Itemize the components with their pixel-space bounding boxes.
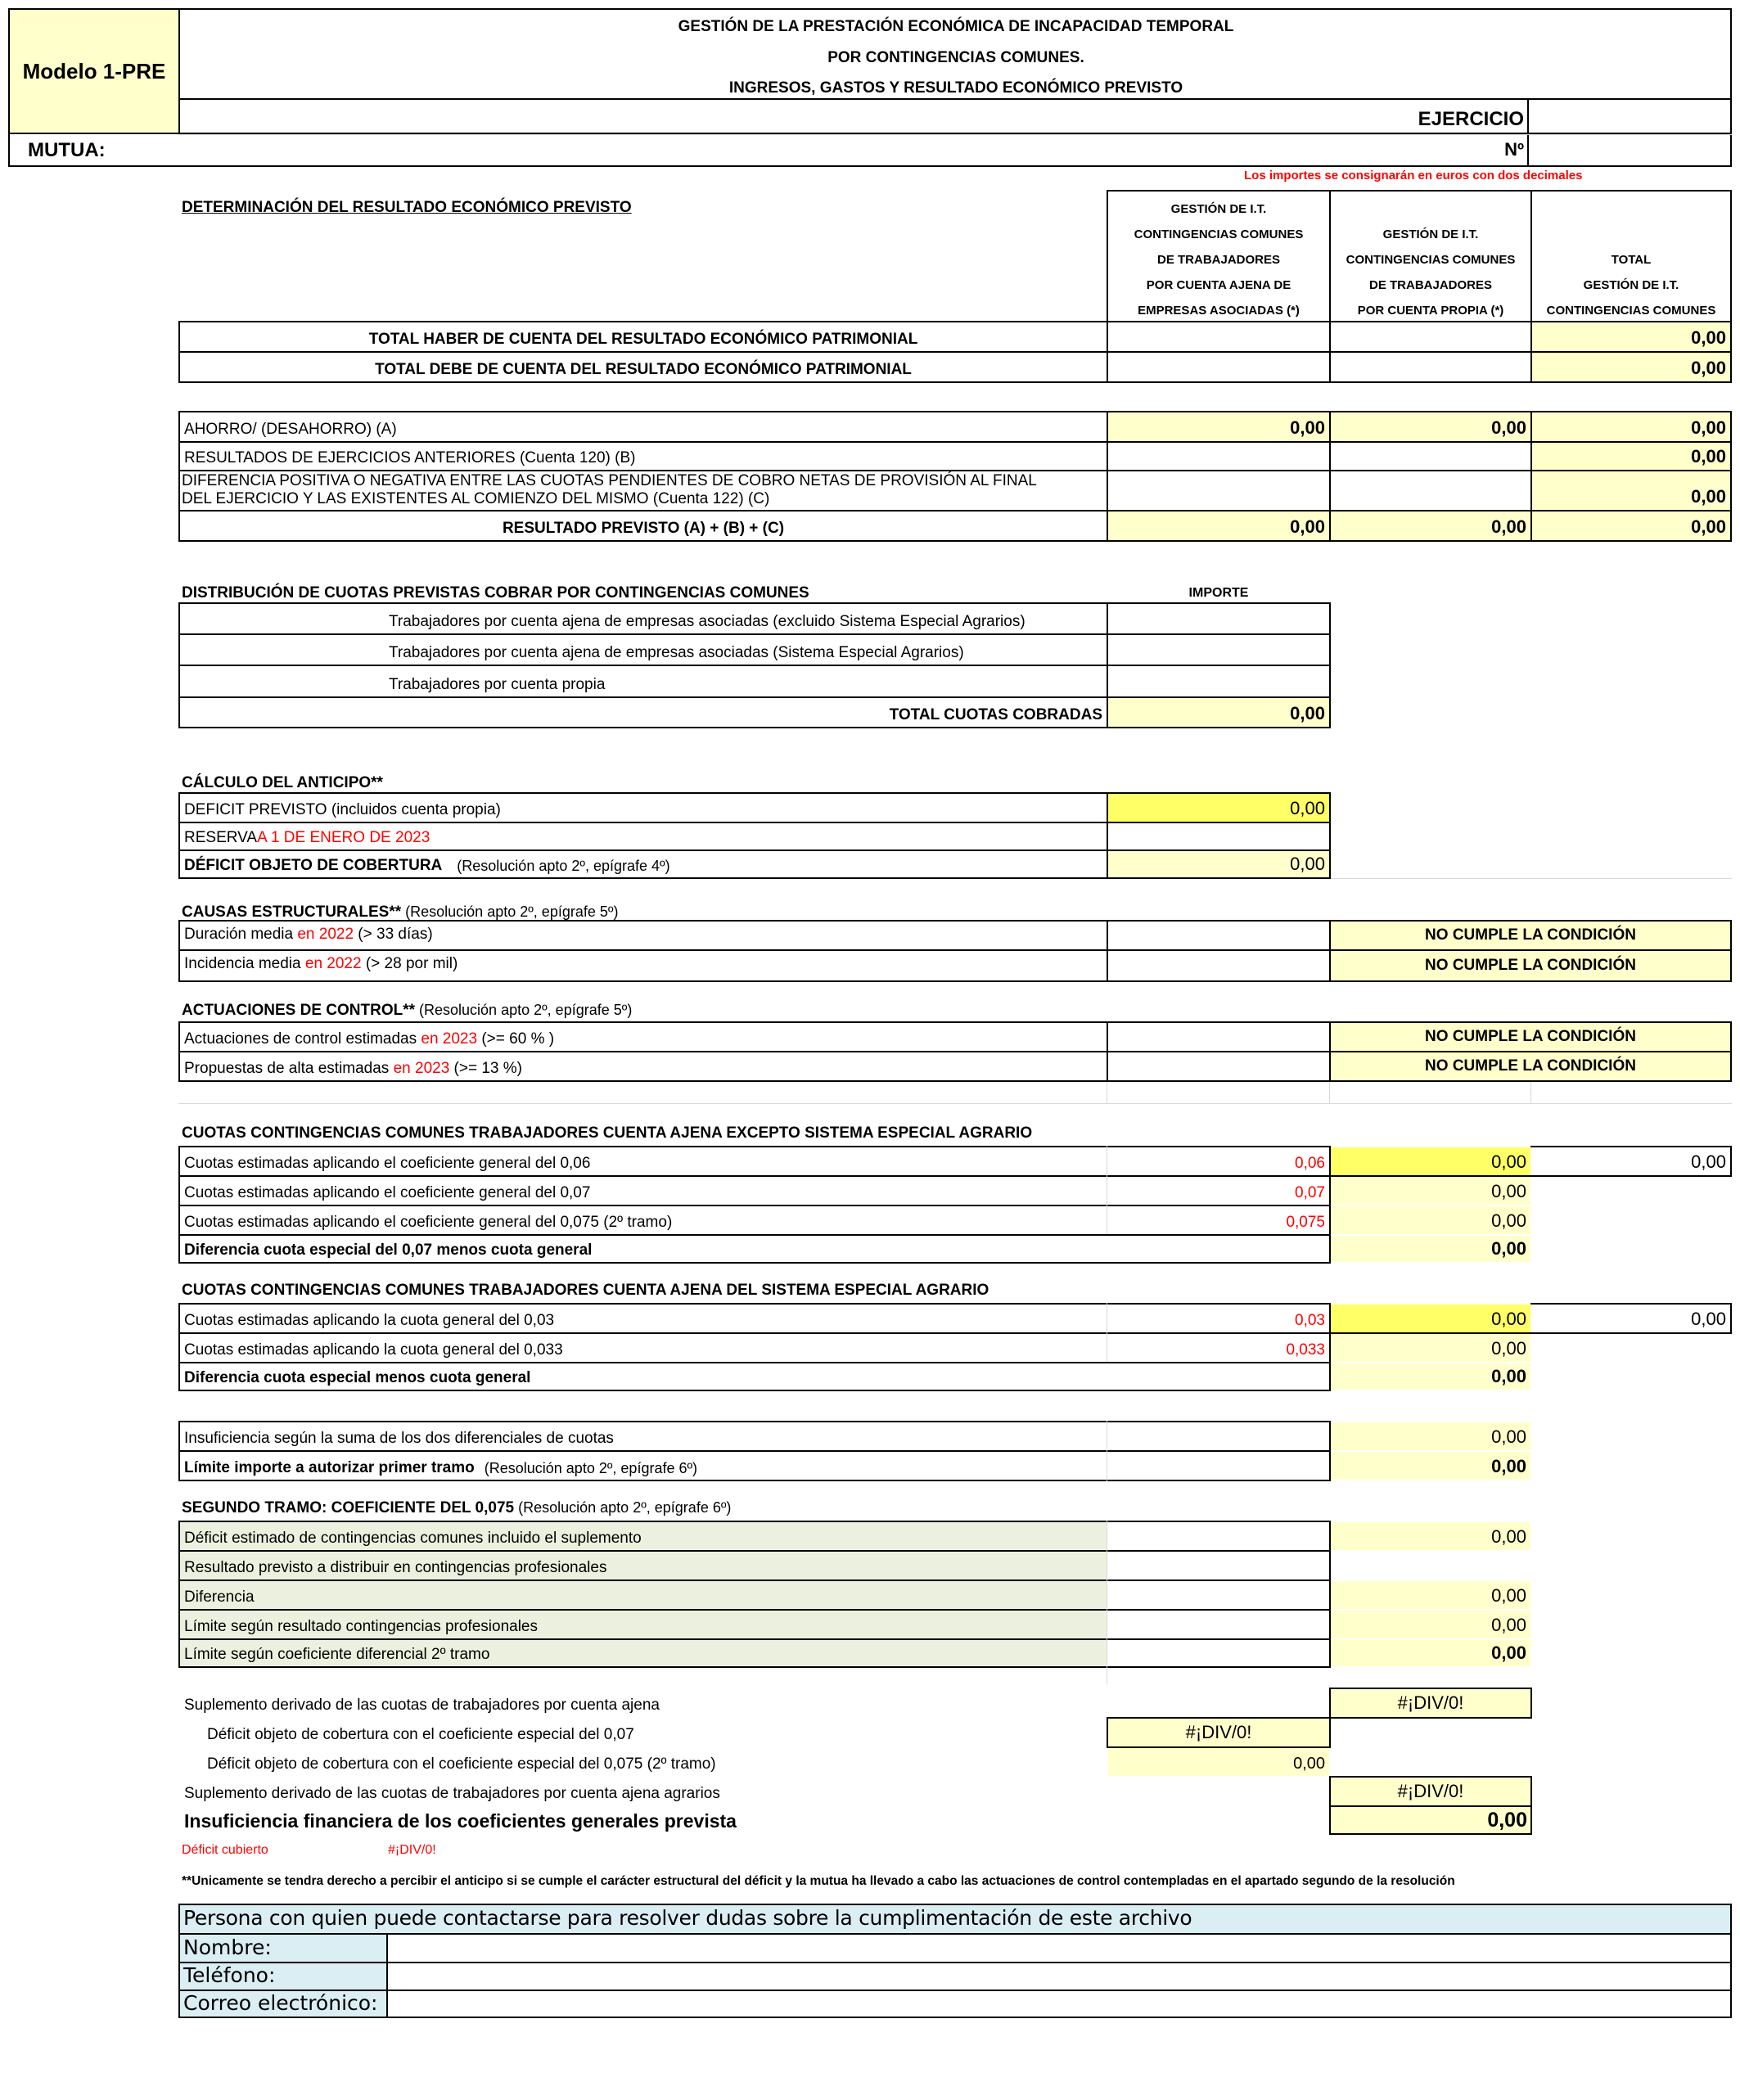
cuota-006-label: Cuotas estimadas aplicando el coeficiente general del 0,06: [184, 1155, 591, 1173]
cuota-0075-label: Cuotas estimadas aplicando el coeficiente general del 0,075 (2º tramo): [184, 1214, 673, 1232]
importe-header: IMPORTE: [1188, 586, 1249, 600]
deficit-value: 0,00: [1108, 794, 1329, 822]
telefono-input[interactable]: [388, 1963, 1730, 1990]
cuota-0033-coef: 0,033: [1286, 1341, 1325, 1359]
objeto-value: 0,00: [1108, 851, 1329, 877]
supl-ajena-value: #¡DIV/0!: [1329, 1688, 1532, 1719]
header-title-2: POR CONTINGENCIAS COMUNES.: [827, 49, 1084, 66]
seg-deficit-value: 0,00: [1331, 1522, 1530, 1550]
seg-resultado-label: Resultado previsto a distribuir en contingencias profesionales: [180, 1552, 1107, 1580]
footnote: **Unicamente se tendra derecho a percibir el anticipo si se cumple el carácter estructural del déficit y la mutua ha llevado a cabo las actuaciones de control contempladas en el apartado segundo de la resolución: [182, 1874, 1455, 1888]
anticipo-title: CÁLCULO DEL ANTICIPO**: [182, 774, 383, 791]
ahorro-propia: 0,00: [1331, 412, 1530, 441]
incidencia-input[interactable]: [1108, 951, 1329, 980]
cuotas2-title: CUOTAS CONTINGENCIAS COMUNES TRABAJADORES CUENTA AJENA DEL SISTEMA ESPECIAL AGRARIO: [182, 1282, 989, 1299]
debe-total: 0,00: [1532, 353, 1730, 381]
header-title-3: INGRESOS, GASTOS Y RESULTADO ECONÓMICO PREVISTO: [728, 79, 1183, 97]
supl-0075-label: Déficit objeto de cobertura con el coeficiente especial del 0,075 (2º tramo): [207, 1755, 716, 1773]
dif-007-value: 0,00: [1331, 1236, 1530, 1262]
actuaciones-input[interactable]: [1108, 1023, 1329, 1051]
seg-limite-coef-label: Límite según coeficiente diferencial 2º tramo: [180, 1640, 1107, 1666]
model-box: [10, 10, 178, 133]
supl-007-value: #¡DIV/0!: [1107, 1717, 1331, 1748]
ejercicio-label: EJERCICIO: [1418, 108, 1524, 130]
seg-deficit-label: Déficit estimado de contingencias comunes incluido el suplemento: [180, 1522, 1107, 1550]
nombre-label: Nombre:: [183, 1936, 272, 1959]
cuota-003-value: 0,00: [1331, 1305, 1530, 1332]
cuota-007-label: Cuotas estimadas aplicando el coeficiente general del 0,07: [184, 1184, 591, 1202]
dist-row-propia: Trabajadores por cuenta propia: [389, 676, 606, 694]
total-cuotas-value: 0,00: [1108, 698, 1329, 727]
actuaciones-label: Actuaciones de control estimadas en 2023 (>= 60 % ): [184, 1030, 555, 1048]
resultado-label: RESULTADO PREVISTO (A) + (B) + (C): [502, 520, 785, 538]
cuota-006-coef: 0,06: [1295, 1155, 1325, 1172]
contact-title: Persona con quien puede contactarse para resolver dudas sobre la cumplimentación de este archivo: [183, 1906, 1192, 1930]
reserva-input[interactable]: [1108, 823, 1329, 849]
insuf-prevista-label: Insuficiencia financiera de los coeficientes generales prevista: [184, 1810, 737, 1832]
supl-agrarios-box: [1329, 1776, 1532, 1835]
duracion-label: Duración media en 2022 (> 33 días): [184, 926, 433, 944]
cuota-007-coef: 0,07: [1295, 1184, 1325, 1201]
total-cuotas-label: TOTAL CUOTAS COBRADAS: [889, 706, 1102, 724]
cuotas1-title: CUOTAS CONTINGENCIAS COMUNES TRABAJADORES CUENTA AJENA EXCEPTO SISTEMA ESPECIAL AGRARIO: [182, 1124, 1033, 1142]
seg-resultado-input[interactable]: [1331, 1552, 1530, 1580]
deficit-label: DEFICIT PREVISTO (incluidos cuenta propia): [184, 801, 501, 819]
objeto-label: DÉFICIT OBJETO DE COBERTURA (Resolución apto 2º, epígrafe 4º): [184, 857, 670, 875]
haber-label: TOTAL HABER DE CUENTA DEL RESULTADO ECONÓMICO PATRIMONIAL: [368, 331, 918, 349]
dist-row-ajena: Trabajadores por cuenta ajena de empresas asociadas (excluido Sistema Especial Agrarios): [389, 613, 1026, 631]
correo-label: Correo electrónico:: [183, 1991, 378, 2015]
ahorro-label: AHORRO/ (DESAHORRO) (A): [184, 421, 397, 439]
dist-title: DISTRIBUCIÓN DE CUOTAS PREVISTAS COBRAR POR CONTINGENCIAS COMUNES: [182, 584, 809, 602]
cuota-003-label: Cuotas estimadas aplicando la cuota general del 0,03: [184, 1312, 555, 1330]
col-header-total: TOTAL GESTIÓN DE I.T. CONTINGENCIAS COMUNES: [1530, 190, 1732, 322]
debe-label: TOTAL DEBE DE CUENTA DEL RESULTADO ECONÓMICO PATRIMONIAL: [375, 361, 912, 379]
diferencia-label: DIFERENCIA POSITIVA O NEGATIVA ENTRE LAS CUOTAS PENDIENTES DE COBRO NETAS DE PROVISIÓN AL FINAL DEL EJERCICIO Y LAS EXISTENTES AL COMIENZO DEL MISMO (Cuenta 122) (C): [182, 472, 1037, 507]
supl-0075-value: 0,00: [1108, 1748, 1329, 1776]
cuota-006-value: 0,00: [1331, 1147, 1530, 1175]
causas-title: CAUSAS ESTRUCTURALES** (Resolución apto 2º, epígrafe 5º): [182, 904, 619, 921]
ahorro-total: 0,00: [1532, 412, 1730, 441]
dif-agrario-label: Diferencia cuota especial menos cuota general: [184, 1369, 531, 1387]
col-header-ajena: GESTIÓN DE I.T. CONTINGENCIAS COMUNES DE TRABAJADORES POR CUENTA AJENA DE EMPRESAS ASOCIADAS (*): [1107, 190, 1331, 322]
deficit-cubierto-label: Déficit cubierto: [182, 1843, 268, 1857]
deficit-cubierto-value: #¡DIV/0!: [388, 1843, 436, 1857]
cuota-0075-coef: 0,075: [1286, 1214, 1325, 1231]
segundo-title: SEGUNDO TRAMO: COEFICIENTE DEL 0,075 (Resolución apto 2º, epígrafe 6º): [182, 1499, 732, 1516]
supl-007-label: Déficit objeto de cobertura con el coeficiente especial del 0,07: [207, 1726, 634, 1744]
header-title-1: GESTIÓN DE LA PRESTACIÓN ECONÓMICA DE INCAPACIDAD TEMPORAL: [678, 18, 1234, 35]
nombre-input[interactable]: [388, 1935, 1730, 1962]
supl-ajena-label: Suplemento derivado de las cuotas de trabajadores por cuenta ajena: [184, 1697, 660, 1715]
actuaciones-condition: NO CUMPLE LA CONDICIÓN: [1331, 1023, 1730, 1051]
insuf-suma-label: Insuficiencia según la suma de los dos diferenciales de cuotas: [184, 1430, 614, 1448]
col-header-propia: GESTIÓN DE I.T. CONTINGENCIAS COMUNES DE TRABAJADORES POR CUENTA PROPIA (*): [1329, 190, 1532, 322]
propuestas-label: Propuestas de alta estimadas en 2023 (>= 13 %): [184, 1060, 522, 1078]
correo-input[interactable]: [388, 1991, 1730, 2017]
resultado-total: 0,00: [1532, 511, 1730, 540]
propuestas-input[interactable]: [1108, 1052, 1329, 1080]
cuota-007-value: 0,00: [1331, 1177, 1530, 1205]
anteriores-label: RESULTADOS DE EJERCICIOS ANTERIORES (Cuenta 120) (B): [184, 449, 636, 467]
cuota-0075-value: 0,00: [1331, 1206, 1530, 1234]
euros-note: Los importes se consignarán en euros con dos decimales: [1244, 169, 1583, 183]
anteriores-total: 0,00: [1532, 443, 1730, 470]
model-label: Modelo 1-PRE: [22, 58, 166, 83]
seg-diferencia-value: 0,00: [1331, 1581, 1530, 1609]
ahorro-ajena: 0,00: [1108, 412, 1329, 441]
duracion-input[interactable]: [1108, 922, 1329, 949]
cuota-006-total: 0,00: [1691, 1151, 1726, 1172]
seg-limite-cp-label: Límite según resultado contingencias profesionales: [180, 1611, 1107, 1638]
telefono-label: Teléfono:: [183, 1963, 276, 1987]
resultado-propia: 0,00: [1331, 511, 1530, 540]
diferencia-total: 0,00: [1532, 471, 1730, 510]
supl-agrarios-label: Suplemento derivado de las cuotas de trabajadores por cuenta ajena agrarios: [184, 1785, 720, 1803]
supl-agrarios-value: #¡DIV/0!: [1397, 1781, 1464, 1801]
incidencia-condition: NO CUMPLE LA CONDICIÓN: [1331, 951, 1730, 980]
numero-input[interactable]: [1529, 134, 1730, 165]
dif-007-label: Diferencia cuota especial del 0,07 menos cuota general: [184, 1242, 593, 1260]
cuota-0033-label: Cuotas estimadas aplicando la cuota general del 0,033: [184, 1341, 563, 1359]
dif-agrario-value: 0,00: [1331, 1363, 1530, 1390]
dist-input-agrarios[interactable]: [1108, 635, 1329, 665]
resultado-ajena: 0,00: [1108, 511, 1329, 540]
dist-input-ajena[interactable]: [1108, 604, 1329, 633]
limite-primer-value: 0,00: [1331, 1452, 1530, 1480]
dist-row-agrarios: Trabajadores por cuenta ajena de empresas asociadas (Sistema Especial Agrarios): [389, 644, 964, 662]
seg-limite-coef-value: 0,00: [1331, 1640, 1530, 1666]
reserva-label: RESERVA A 1 DE ENERO DE 2023: [184, 829, 430, 847]
insuf-prevista-value: 0,00: [1487, 1808, 1527, 1832]
incidencia-label: Incidencia media en 2022 (> 28 por mil): [184, 955, 458, 973]
haber-total: 0,00: [1532, 322, 1730, 351]
limite-primer-label: Límite importe a autorizar primer tramo (Resolución apto 2º, epígrafe 6º): [184, 1459, 698, 1477]
mutua-label: MUTUA:: [28, 139, 106, 161]
cuota-003-coef: 0,03: [1295, 1312, 1325, 1329]
propuestas-condition: NO CUMPLE LA CONDICIÓN: [1331, 1052, 1730, 1080]
dist-input-propia[interactable]: [1108, 666, 1329, 696]
seg-limite-cp-value: 0,00: [1331, 1611, 1530, 1638]
control-title: ACTUACIONES DE CONTROL** (Resolución apto 2º, epígrafe 5º): [182, 1002, 633, 1019]
duracion-condition: NO CUMPLE LA CONDICIÓN: [1331, 922, 1730, 949]
cuota-0033-value: 0,00: [1331, 1334, 1530, 1362]
ejercicio-input[interactable]: [1529, 100, 1730, 133]
insuf-suma-value: 0,00: [1331, 1422, 1530, 1450]
numero-label: Nº: [1504, 139, 1524, 160]
det-title: DETERMINACIÓN DEL RESULTADO ECONÓMICO PREVISTO: [182, 199, 632, 216]
cuota-003-total: 0,00: [1691, 1309, 1726, 1329]
seg-diferencia-label: Diferencia: [180, 1581, 1107, 1609]
